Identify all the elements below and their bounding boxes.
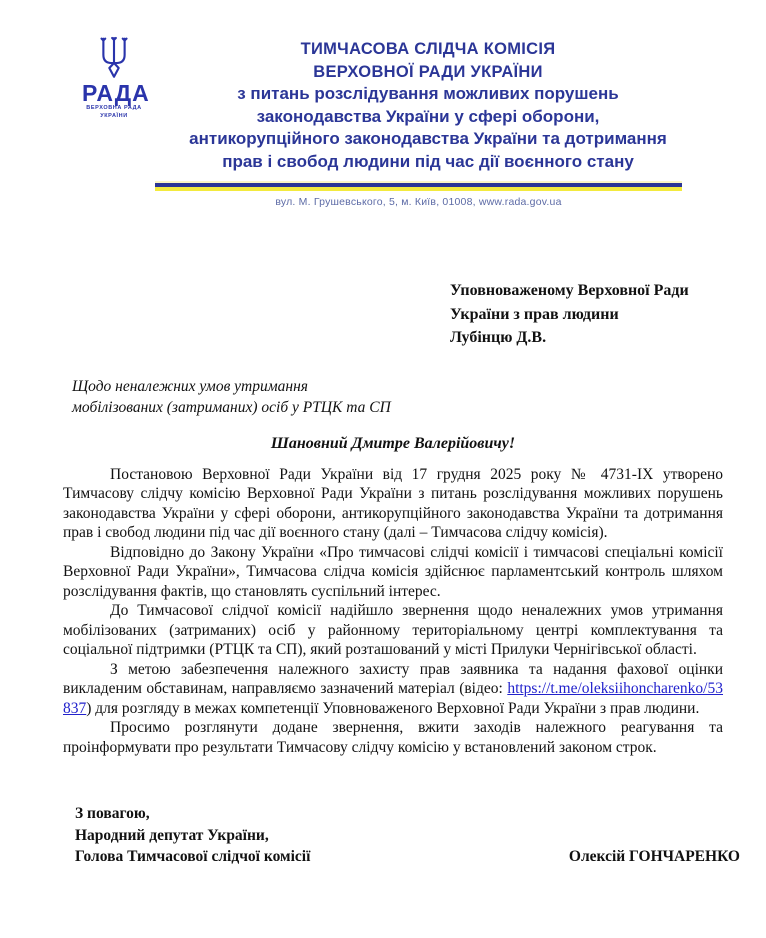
recipient-line-2: України з прав людини — [450, 305, 619, 323]
paragraph-2: Відповідно до Закону України «Про тимчасові слідчі комісії і тимчасові спеціальні комісії Верховної Ради України», Тимчасова слідча комісія здійснює парламентський контроль шляхом розслідування фактів, що становлять суспільний інтерес. — [63, 543, 723, 600]
divider-yellow-stripe — [155, 187, 682, 191]
paragraph-4 — [63, 660, 723, 719]
title-line-5: антикорупційного законодавства України та дотримання — [189, 129, 667, 148]
title-line-3: з питань розслідування можливих порушень — [237, 84, 619, 103]
recipient-line-3: Лубінцю Д.В. — [450, 329, 547, 346]
office-address: вул. М. Грушевського, 5, м. Київ, 01008, www.rada.gov.ua — [275, 196, 562, 208]
logo-subtitle-line1: ВЕРХОВНА РАДА — [86, 105, 142, 111]
signature-block — [75, 803, 740, 868]
salutation: Шановний Дмитре Валерійовичу! — [270, 434, 516, 452]
paragraph-5: Просимо розглянути додане звернення, вжити заходів належного реагування та проінформувати про результати Тимчасову слідчу комісію у встановлений законом строк. — [63, 719, 723, 756]
flag-divider — [155, 181, 682, 191]
signature-row — [75, 846, 740, 868]
recipient-block — [450, 279, 766, 350]
title-line-4: законодавства України у сфері оборони, — [256, 106, 600, 126]
trident-icon — [99, 35, 129, 81]
recipient-line-1: Уповноваженому Верховної Ради — [450, 282, 689, 299]
rada-logo — [82, 33, 150, 119]
title-line-2: ВЕРХОВНОЇ РАДИ УКРАЇНИ — [313, 62, 543, 81]
paragraph-4-pre: З метою забезпечення належного захисту прав заявника та надання фахової оцінки викладеним обставинам, направляємо зазначений матеріал (відео: — [63, 660, 723, 697]
paragraph-4-post: ) для розгляду в межах компетенції Уповноваженого Верховної Ради України з прав людини. — [86, 699, 700, 717]
telegram-video-link[interactable]: https://t.me/oleksiihoncharenko/53837 — [63, 680, 723, 717]
letterhead — [0, 0, 766, 173]
subject-line-2: мобілізованих (затриманих) осіб у РТЦК та СП — [72, 398, 391, 416]
signature-line-1: З повагою, — [75, 805, 150, 822]
commission-title — [146, 33, 766, 173]
logo-wordmark: РАДА — [82, 80, 150, 106]
paragraph-1: Постановою Верховної Ради України від 17 грудня 2025 року № 4731-IX утворено Тимчасову слідчу комісію Верховної Ради України з питань розслідування можливих порушень законодавства України у сфері оборони, антикорупційного законодавства України та дотримання прав і свобод людини під час дії воєнного стану (далі – Тимчасова слідчу комісія). — [63, 465, 723, 541]
title-line-6: прав і свобод людини під час дії воєнного стану — [222, 151, 634, 171]
paragraph-3: До Тимчасової слідчої комісії надійшло звернення щодо неналежних умов утримання мобілізованих (затриманих) осіб у районному територіальному центрі комплектування та соціальної підтримки (РТЦК та СП), який розташований у місті Прилуки Чернігівської області. — [63, 602, 723, 658]
letter-body — [63, 465, 723, 758]
title-line-1: ТИМЧАСОВА СЛІДЧА КОМІСІЯ — [300, 40, 556, 58]
subject-line-1: Щодо неналежних умов утримання — [72, 377, 308, 395]
signature-position: Голова Тимчасової слідчої комісії — [75, 848, 311, 865]
signature-line-2: Народний депутат України, — [75, 826, 269, 844]
signatory-name: Олексій ГОНЧАРЕНКО — [568, 848, 740, 865]
subject-block — [72, 376, 766, 418]
logo-subtitle-line2: УКРАЇНИ — [100, 112, 128, 119]
